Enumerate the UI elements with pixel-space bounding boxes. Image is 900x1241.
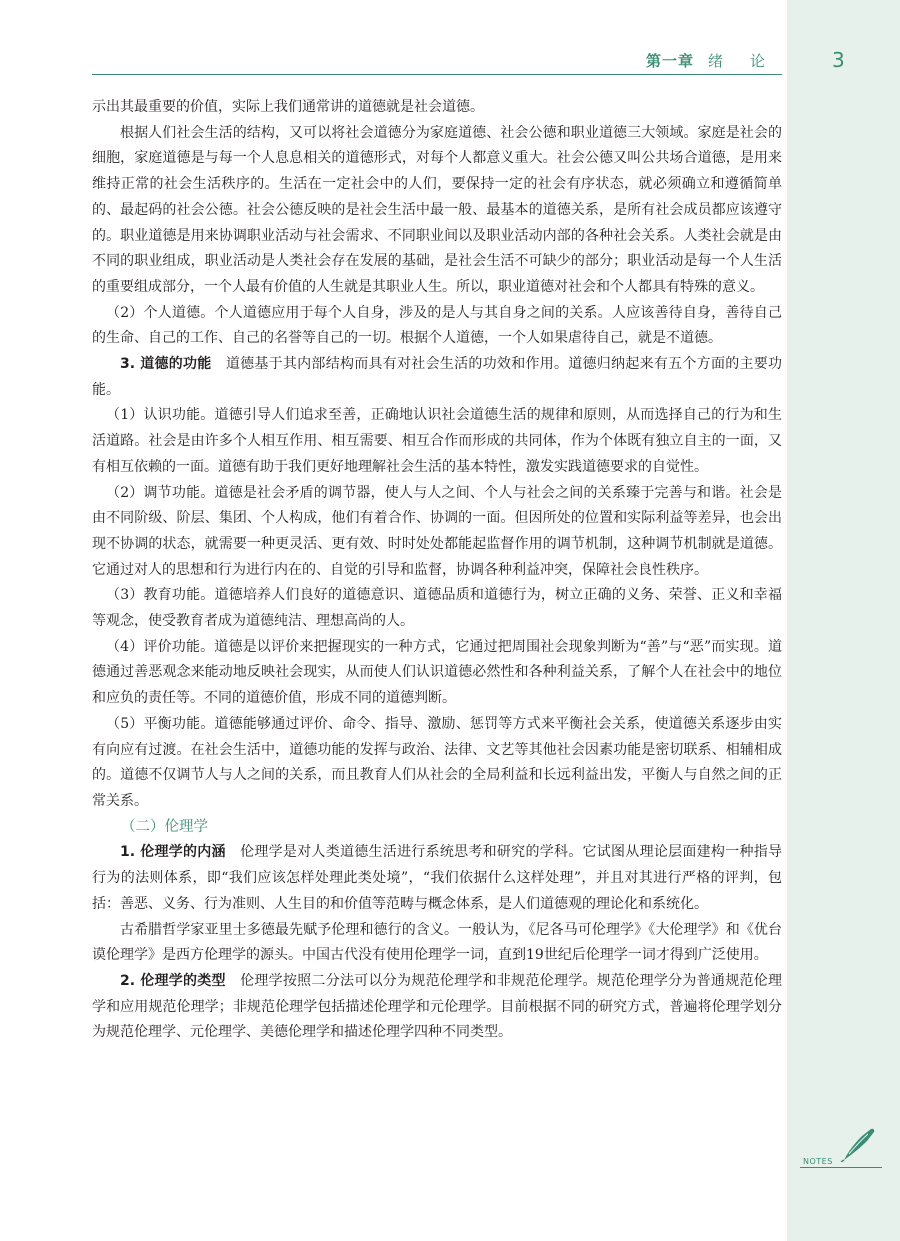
paragraph: （5）平衡功能。道德能够通过评价、命令、指导、激励、惩罚等方式来平衡社会关系，使道德关系逐步由实有向应有过渡。在社会生活中，道德功能的发挥与政治、法律、文艺等其他社会因素功能是密切联系、相辅相成的。道德不仅调节人与人之间的关系，而且教育人们从社会的全局利益和长远利益出发，平衡人与自然之间的正常关系。	[92, 715, 782, 809]
paragraph: 古希腊哲学家亚里士多德最先赋予伦理和德行的含义。一般认为，《尼各马可伦理学》《大伦理学》和《优台谟伦理学》是西方伦理学的源头。中国古代没有使用伦理学一词，直到19世纪后伦理学一词才得到广泛使用。	[92, 921, 782, 964]
body-text	[92, 95, 782, 1046]
notes-label: NOTES	[803, 1157, 833, 1166]
section-text: 道德基于其内部结构而具有对社会生活的功效和作用。道德归纳起来有五个方面的主要功能。	[92, 356, 783, 398]
paragraph: （4）评价功能。道德是以评价来把握现实的一种方式，它通过把周围社会现象判断为“善”与“恶”而实现。道德通过善恶观念来能动地反映社会现实，从而使人们认识道德必然性和各种利益关系，了解个人在社会中的地位和应负的责任等。不同的道德价值，形成不同的道德判断。	[92, 638, 782, 707]
notes-marker	[800, 1126, 885, 1171]
paragraph: （3）教育功能。道德培养人们良好的道德意识、道德品质和道德行为，树立正确的义务、荣誉、正义和幸福等观念，使受教育者成为道德纯洁、理想高尚的人。	[92, 587, 782, 630]
chapter-title-char-1: 绪	[707, 52, 724, 70]
section-paragraph	[92, 352, 782, 403]
paragraph: （2）调节功能。道德是社会矛盾的调节器，使人与人之间、个人与社会之间的关系臻于完善与和谐。社会是由不同阶级、阶层、集团、个人构成，他们有着合作、协调的一面。但因所处的位置和实际利益等差异，也会出现不协调的状态，就需要一种更灵活、更有效、时时处处都能起监督作用的调节机制，这种调节机制就是道德。它通过对人的思想和行为进行内在的、自觉的引导和监督，协调各种利益冲突，保障社会良性秩序。	[92, 484, 782, 578]
notes-margin	[787, 0, 900, 1241]
section-heading: 1. 伦理学的内涵	[120, 844, 226, 861]
chapter-title-char-2: 论	[749, 52, 766, 70]
paragraph: 示出其最重要的价值，实际上我们通常讲的道德就是社会道德。	[92, 99, 484, 115]
section-text: 伦理学按照二分法可以分为规范伦理学和非规范伦理学。规范伦理学分为普通规范伦理学和应用规范伦理学；非规范伦理学包括描述伦理学和元伦理学。目前根据不同的研究方式，普遍将伦理学划分为规范伦理学、元伦理学、美德伦理学和描述伦理学四种不同类型。	[92, 972, 783, 1041]
notes-underline	[800, 1167, 882, 1168]
running-header	[92, 46, 782, 74]
section-heading: 3. 道德的功能	[120, 356, 212, 373]
section-text: 伦理学是对人类道德生活进行系统思考和研究的学科。它试图从理论层面建构一种指导行为的法则体系，即“我们应该怎样处理此类处境”，“我们依据什么这样处理”，并且对其进行严格的评判，包括：善恶、义务、行为准则、人生目的和价值等范畴与概念体系，是人们道德观的理论化和系统化。	[92, 844, 783, 912]
paragraph: （1）认识功能。道德引导人们追求至善，正确地认识社会道德生活的规律和原则，从而选择自己的行为和生活道路。社会是由许多个人相互作用、相互需要、相互合作而形成的共同体，作为个体既有独立自主的一面，又有相互依赖的一面。道德有助于我们更好地理解社会生活的基本特性，激发实践道德要求的自觉性。	[92, 407, 782, 475]
section-paragraph	[92, 969, 782, 1046]
section-heading: 2. 伦理学的类型	[120, 972, 226, 989]
chapter-title	[646, 50, 766, 71]
subsection-heading: （二）伦理学	[121, 818, 208, 835]
header-rule	[92, 74, 782, 75]
pen-icon	[838, 1126, 878, 1162]
paragraph: 根据人们社会生活的结构，又可以将社会道德分为家庭道德、社会公德和职业道德三大领域。家庭是社会的细胞，家庭道德是与每一个人息息相关的道德形式，对每个人都意义重大。社会公德又叫公共场合道德，是用来维持正常的社会生活秩序的。生活在一定社会中的人们，要保持一定的社会有序状态，就必须确立和遵循简单的、最起码的社会公德。社会公德反映的是社会生活中最一般、最基本的道德关系，是所有社会成员都应该遵守的。职业道德是用来协调职业活动与社会需求、不同职业间以及职业活动内部的各种社会关系。人类社会就是由不同的职业组成，职业活动是人类社会存在发展的基础，是社会生活不可缺少的部分；职业活动是每一个人生活的重要组成部分，一个人最有价值的人生就是其职业人生。所以，职业道德对社会和个人都具有特殊的意义。	[92, 124, 782, 295]
page-number: 3	[832, 48, 845, 72]
section-paragraph	[92, 840, 782, 917]
paragraph: （2）个人道德。个人道德应用于每个人自身，涉及的是人与其自身之间的关系。人应该善待自身，善待自己的生命、自己的工作、自己的名誉等自己的一切。根据个人道德，一个人如果虐待自己，就是不道德。	[92, 304, 782, 347]
chapter-number: 第一章	[645, 52, 694, 70]
